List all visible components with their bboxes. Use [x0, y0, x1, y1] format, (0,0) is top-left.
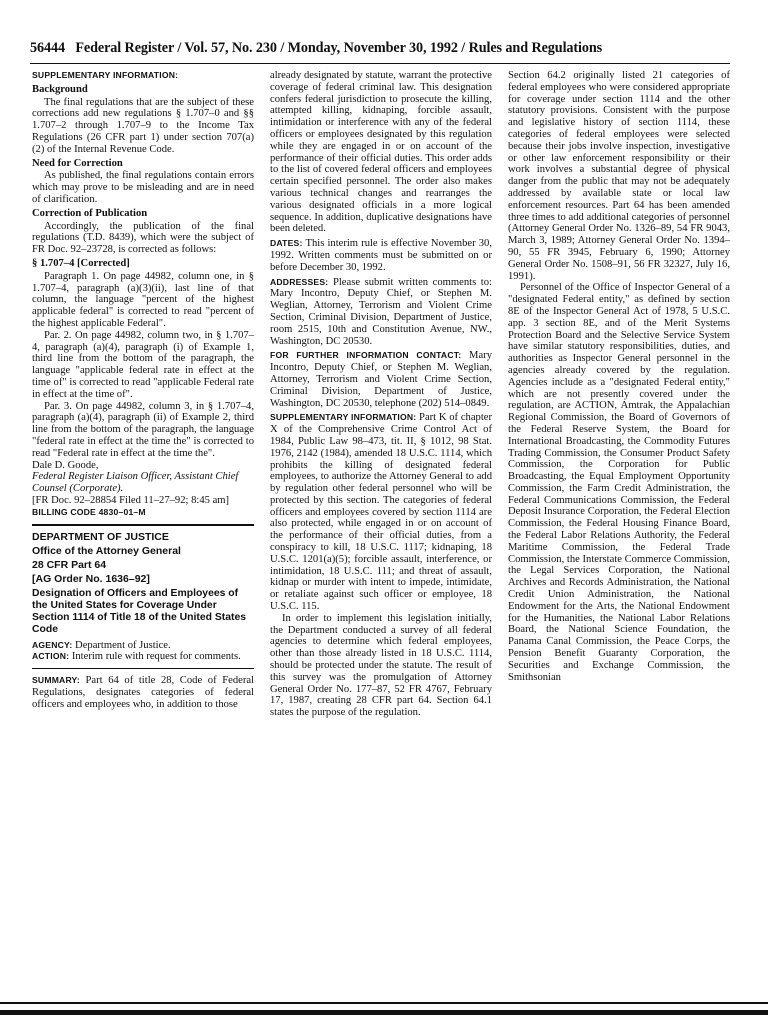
billing-code: BILLING CODE 4830–01–M [32, 506, 146, 517]
contact-paragraph [270, 350, 492, 409]
addresses-paragraph [270, 277, 492, 348]
signer-title: Federal Register Liaison Officer, Assistant Chief Counsel (Corporate). [32, 471, 239, 495]
signer-name: Dale D. Goode, [32, 459, 99, 471]
supplementary-label-2: SUPPLEMENTARY INFORMATION: [270, 412, 417, 423]
agency-text: Department of Justice. [75, 639, 171, 651]
dates-paragraph [270, 238, 492, 273]
summary-continued: already designated by statute, warrant the protective coverage of federal criminal law. This designation confers federal jurisdiction to prosecute the killing, attempted killing, kidnaping, forcible assault, intimidation or interference with any of the federal officers or employees designated by this regulation while they are engaged in or on account of the performance of their official duties. This order adds to the list of covered federal officers and employees certain specified personnel. The order also makes various technical changes and rearranges the various designated officials in a more logical sequence. In addition, duplicative designations have been deleted. [270, 70, 492, 235]
correction-text: Accordingly, the publication of the final regulations (T.D. 8439), which were the subject of FR Doc. 92–23728, is corrected as follows: [32, 220, 254, 256]
dates-text: This interim rule is effective November 30, 1992. Written comments must be submitted on or before December 30, 1992. [270, 238, 492, 273]
footer-rule-thin [0, 1002, 768, 1004]
running-title: Federal Register / Vol. 57, No. 230 / Monday, November 30, 1992 / Rules and Regulations [75, 40, 603, 56]
ag-order: [AG Order No. 1636–92] [32, 572, 150, 585]
summary-label: SUMMARY: [32, 675, 80, 686]
column-1 [32, 70, 254, 711]
paragraph-2: Par. 2. On page 44982, column two, in § 1.707–4, paragraph (a)(4), paragraph (i) of Example 1, third line from the bottom of the paragraph, the language "applicable federal rate in effect at the time of" is corrected to read "applicable Federal rate in effect at the time of". [32, 329, 254, 400]
footer-rule-thick [0, 1010, 768, 1015]
action-text: Interim rule with request for comments. [71, 651, 241, 663]
correction-heading: Correction of Publication [32, 207, 148, 219]
supplementary-paragraph [270, 412, 492, 613]
page-header [30, 40, 730, 62]
section-heading: § 1.707–4 [Corrected] [32, 257, 130, 269]
addresses-label: ADDRESSES: [270, 276, 329, 287]
summary-divider [32, 668, 254, 669]
summary-paragraph [32, 675, 254, 710]
background-heading: Background [32, 83, 88, 95]
document-title: Designation of Officers and Employees of the United States for Coverage Under Section 1114 of Title 18 of the United States Code [32, 587, 247, 635]
implementation-paragraph: In order to implement this legislation initially, the Department conducted a survey of all federal agencies to determine which federal employees, other than those already listed in 18 U.S.C. 1114, should be protected under the statute. The result of this survey was the promulgation of Attorney General Order No. 177–87, 52 FR 4767, February 17, 1987, creating 28 CFR part 64. Section 64.1 states the purpose of the regulation. [270, 612, 492, 719]
paragraph-1: Paragraph 1. On page 44982, column one, in § 1.707–4, paragraph (a)(3)(ii), last line of that column, the language "percent of the highest applicable federal" is corrected to read "percent of the highest applicable Federal". [32, 270, 254, 329]
need-heading: Need for Correction [32, 157, 123, 169]
summary-text: Part 64 of title 28, Code of Federal Regulations, designates categories of federal officers and employees who, in addition to those [32, 675, 254, 710]
agency-label: AGENCY: [32, 639, 73, 650]
page-number: 56444 [30, 40, 65, 56]
inspector-general-paragraph: Personnel of the Office of Inspector General of a "designated Federal entity," as defined by section 8E of the Inspector General Act of 1978, 5 U.S.C. app. 3 section 8E, and of the Merit Systems Protection Board and the Selective Service System have similar statutory responsibilities, duties, and authorities as Inspector General personnel in the agencies already covered by the regulation. Agencies include as a "designated Federal entity," which are not presently covered under the regulation, are ACTION, Amtrak, the Appalachian Regional Commission, the Board of Governors of the Federal Reserve System, the Board for International Broadcasting, the Commodity Futures Trading Commission, the Consumer Product Safety Commission, the Corporation for Public Broadcasting, the Equal Employment Opportunity Commission, the Farm Credit Administration, the Federal Communications Commission, the Federal Deposit Insurance Corporation, the Federal Election Commission, the Federal Housing Finance Board, the Federal Labor Relations Authority, the Federal Maritime Commission, the Federal Trade Commission, the Interstate Commerce Commission, the Legal Services Corporation, the National Archives and Records Administration, the National Credit Union Administration, the National Endowment for the Arts, the National Endowment for the Humanities, the National Labor Relations Board, the National Science Foundation, the Panama Canal Commission, the Peace Corps, the Pension Benefit Guaranty Corporation, the Securities and Exchange Commission, the Smithsonian [508, 282, 730, 683]
action-label: ACTION: [32, 651, 70, 662]
background-text: The final regulations that are the subject of these corrections add new regulations § 1.707–0 and §§ 1.707–2 through 1.707–9 to the Income Tax Regulations (26 CFR part 1) under section 707(a)(2) of the Internal Revenue Code. [32, 96, 254, 155]
supplementary-text: Part K of chapter X of the Comprehensive Crime Control Act of 1984, Public Law 98–473, tit. II, § 1012, 98 Stat. 1976, 2142 (1984), amended 18 U.S.C. 1114, which prohibits the killing of designated federal employees, to authorize the Attorney General to add by regulation other federal personnel who will be protected by this section. The categories of federal officers and employees covered by section 1114 are also protected, while engaged in or on account of the performance of their official duties, from a conspiracy to kill, 18 U.S.C. 1117; kidnaping, 18 U.S.C. 1201(a)(5); forcible assault, interference, or intimidation, 18 U.S.C. 111; and threat of assault, kidnap or murder with intent to impede, intimidate, or retaliate against such officer or employee, 18 U.S.C. 115. [270, 412, 492, 613]
fr-doc-line: [FR Doc. 92–28854 Filed 11–27–92; 8:45 am] [32, 494, 230, 506]
addresses-text: Please submit written comments to: Mary Incontro, Deputy Chief, or Stephen M. Weglian, Attorney, Terrorism and Violent Crime Section, Criminal Division, Department of Justice, room 2515, 10th and Constitution Avenue, NW., Washington, DC 20530. [270, 276, 492, 347]
department-heading: DEPARTMENT OF JUSTICE [32, 531, 169, 544]
header-rule [30, 63, 730, 64]
agency-line [32, 640, 254, 652]
need-text: As published, the final regulations contain errors which may prove to be misleading and are in need of clarification. [32, 170, 254, 205]
section-64-2-paragraph: Section 64.2 originally listed 21 categories of federal employees who were considered appropriate for coverage under section 1114 and the other statutory provisions. Consistent with the purpose and legislative history of section 1114, these categories of federal employees were selected because their jobs involve inspection, investigative or other law enforcement responsibility or their work involves a substantial degree of physical danger from the public that may not be adequately addressed by available state or local law enforcement resources. Part 64 has been amended three times to add additional categories of personnel (Attorney General Order No. 1326–89, 54 FR 9043, March 3, 1989; Attorney General Order No. 1394–90, 55 FR 3945, February 6, 1990; Attorney General Order No. 1508–91, 56 FR 32327, July 16, 1991). [508, 70, 730, 282]
paragraph-3: Par. 3. On page 44982, column 3, in § 1.707–4, paragraph (a)(4), paragraph (ii) of Example 2, third line from the bottom of the paragraph, the language "federal rate in effect at the time the" is corrected to read "Federal rate in effect at the time the". [32, 400, 254, 459]
column-3 [508, 70, 730, 683]
dates-label: DATES: [270, 238, 303, 249]
office-heading: Office of the Attorney General [32, 545, 181, 558]
supplementary-label: SUPPLEMENTARY INFORMATION: [32, 70, 179, 80]
contact-label: FOR FURTHER INFORMATION CONTACT: [270, 350, 462, 361]
column-2 [270, 70, 492, 719]
action-line [32, 651, 254, 663]
contact-text: Mary Incontro, Deputy Chief, or Stephen M. Weglian, Attorney, Terrorism and Violent Crime Section, Criminal Division, Department of Justice, Washington, DC 20530, telephone (202) 514–0849. [270, 350, 492, 409]
section-divider [32, 524, 254, 526]
cfr-part: 28 CFR Part 64 [32, 559, 107, 572]
